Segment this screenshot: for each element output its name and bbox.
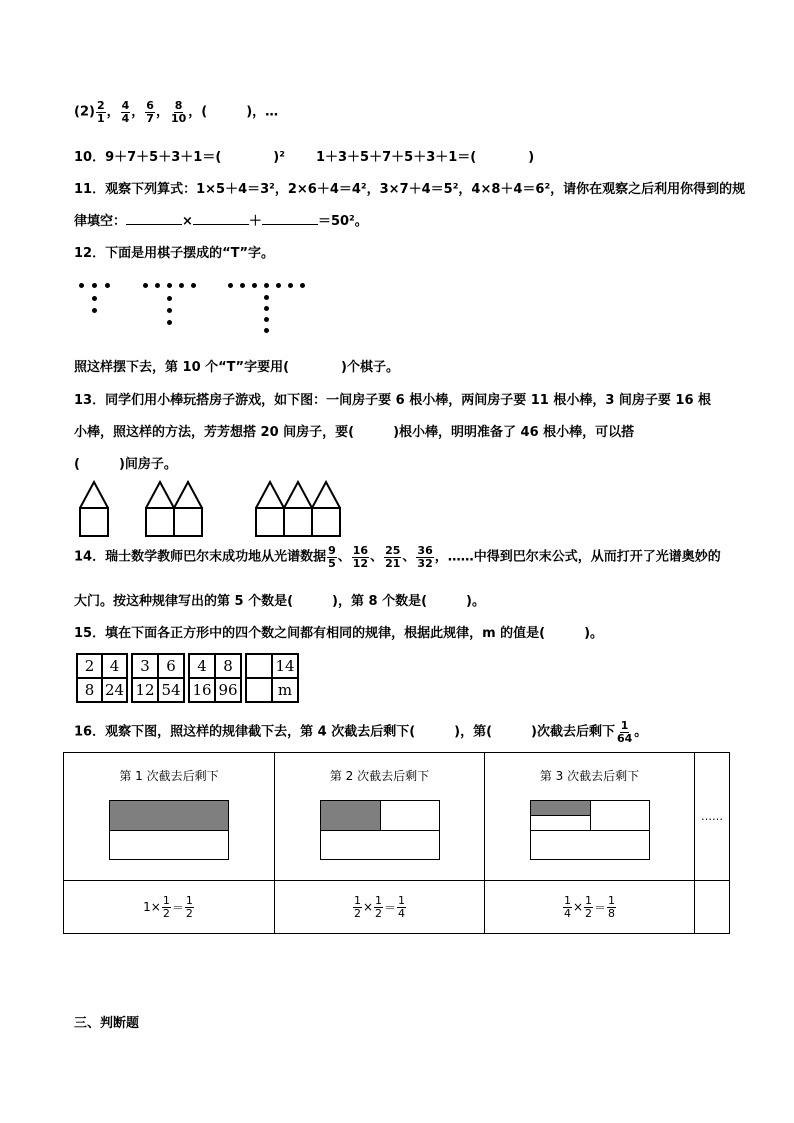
answer-blank[interactable]: ( ) — [201, 104, 253, 120]
fraction: $\frac{16}{12}$ — [352, 544, 369, 570]
chess-piece — [240, 283, 245, 288]
chess-piece — [105, 283, 110, 288]
cut-cell-2: 第 2 次截去后剩下 — [275, 753, 485, 881]
q9-line: (2) $\frac{2}{1}$ ， $\frac{4}{4}$ ， $\frac{6}{7}$ ， $\frac{8}{10}$ ，( )，… — [74, 99, 279, 125]
fraction: $\frac{1}{64}$ — [616, 719, 633, 745]
chess-piece — [288, 283, 293, 288]
chess-piece — [155, 283, 160, 288]
chess-piece — [300, 283, 305, 288]
fraction: $\frac{2}{1}$ — [96, 99, 105, 125]
cutting-table — [63, 752, 730, 934]
formula-cell-1: 1 × $\frac{1}{2}$ ＝ $\frac{1}{2}$ — [64, 881, 275, 934]
number-square: 3 6 12 54 — [131, 653, 185, 703]
chess-piece — [179, 283, 184, 288]
chess-piece — [167, 320, 172, 325]
answer-blank[interactable] — [126, 212, 182, 225]
fraction: $\frac{9}{5}$ — [328, 544, 336, 570]
chess-piece — [191, 283, 196, 288]
answer-blank[interactable] — [262, 212, 318, 225]
q16-text: 16．观察下图，照这样的规律截下去，第 4 次截去后剩下( )，第( )次截去后剩下 $\frac{1}{64}$ 。 — [74, 719, 648, 745]
q12-title: 12．下面是用棋子摆成的“T”字。 — [74, 246, 275, 261]
cut-cell-1: 第 1 次截去后剩下 — [64, 753, 275, 881]
chess-piece — [167, 283, 172, 288]
chess-piece — [264, 295, 269, 300]
house-3 — [256, 482, 340, 536]
cut-cell-3: 第 3 次截去后剩下 — [485, 753, 695, 881]
chess-piece — [79, 283, 84, 288]
q12-answer: 照这样摆下去，第 10 个“T”字要用( )个棋子。 — [74, 360, 399, 375]
house-1 — [80, 482, 108, 536]
chess-piece — [92, 296, 97, 301]
number-square: 2 4 8 24 — [76, 653, 128, 703]
chess-piece — [92, 283, 97, 288]
fraction: $\frac{8}{10}$ — [170, 99, 187, 125]
formula-cell-3: $\frac{1}{4}$ × $\frac{1}{2}$ ＝ $\frac{1}{8}$ — [485, 881, 695, 934]
section-heading: 三、判断题 — [74, 1016, 140, 1031]
q13-line1: 13．同学们用小棒玩搭房子游戏，如下图：一间房子要 6 根小棒，两间房子要 11 根小棒，3 间房子要 16 根 — [74, 393, 712, 408]
number-square: 4 8 16 96 — [188, 653, 242, 703]
q14-line1: 14．瑞士数学教师巴尔末成功地从光谱数据 $\frac{9}{5}$ 、 $\frac{16}{12}$ 、 $\frac{25}{21}$ 、 $\frac{36}{32}$ ，……中得到巴尔末公式，从而打开了光谱奥妙的 — [74, 544, 721, 570]
stick-houses-figure — [70, 476, 360, 540]
chess-piece — [92, 308, 97, 313]
q11-line2: 律填空： × ＋ ＝50²。 — [74, 214, 368, 229]
chess-piece — [276, 283, 281, 288]
ellipsis-cell: …… — [695, 753, 730, 881]
chess-piece — [252, 283, 257, 288]
house-2 — [146, 482, 202, 536]
q15-text: 15．填在下面各正方形中的四个数之间都有相同的规律，根据此规律，m 的值是( )。 — [74, 626, 604, 641]
chess-piece — [264, 317, 269, 322]
chess-piece — [143, 283, 148, 288]
chess-piece — [228, 283, 233, 288]
q10-line: 10．9＋7＋5＋3＋1＝( )² 1＋3＋5＋7＋5＋3＋1＝( ) — [74, 150, 535, 165]
q14-line2: 大门。按这种规律写出的第 5 个数是( )，第 8 个数是( )。 — [74, 594, 485, 609]
answer-blank[interactable] — [193, 212, 249, 225]
fraction: $\frac{6}{7}$ — [146, 99, 154, 125]
q13-line3: ( )间房子。 — [74, 457, 177, 472]
fraction: $\frac{4}{4}$ — [121, 99, 130, 125]
chess-piece — [264, 283, 269, 288]
chess-piece — [167, 296, 172, 301]
cut-diagram-2 — [320, 800, 440, 860]
chess-piece — [264, 328, 269, 333]
cut-diagram-3 — [530, 800, 650, 860]
number-square-unknown: 14 m — [245, 653, 299, 703]
formula-cell-2: $\frac{1}{2}$ × $\frac{1}{2}$ ＝ $\frac{1}{4}$ — [275, 881, 485, 934]
fraction: $\frac{36}{32}$ — [417, 544, 433, 570]
q13-line2: 小棒，照这样的方法，芳芳想搭 20 间房子，要( )根小棒，明明准备了 46 根小棒，可以搭 — [74, 425, 635, 440]
chess-piece — [264, 306, 269, 311]
fraction: $\frac{25}{21}$ — [385, 544, 401, 570]
cut-diagram-1 — [109, 800, 229, 860]
chess-piece — [167, 308, 172, 313]
q11-line1: 11．观察下列算式：1×5＋4＝3²，2×6＋4＝4²，3×7＋4＝5²，4×8＋4＝6²，请你在观察之后利用你得到的规 — [74, 182, 746, 197]
empty-cell — [695, 881, 730, 934]
